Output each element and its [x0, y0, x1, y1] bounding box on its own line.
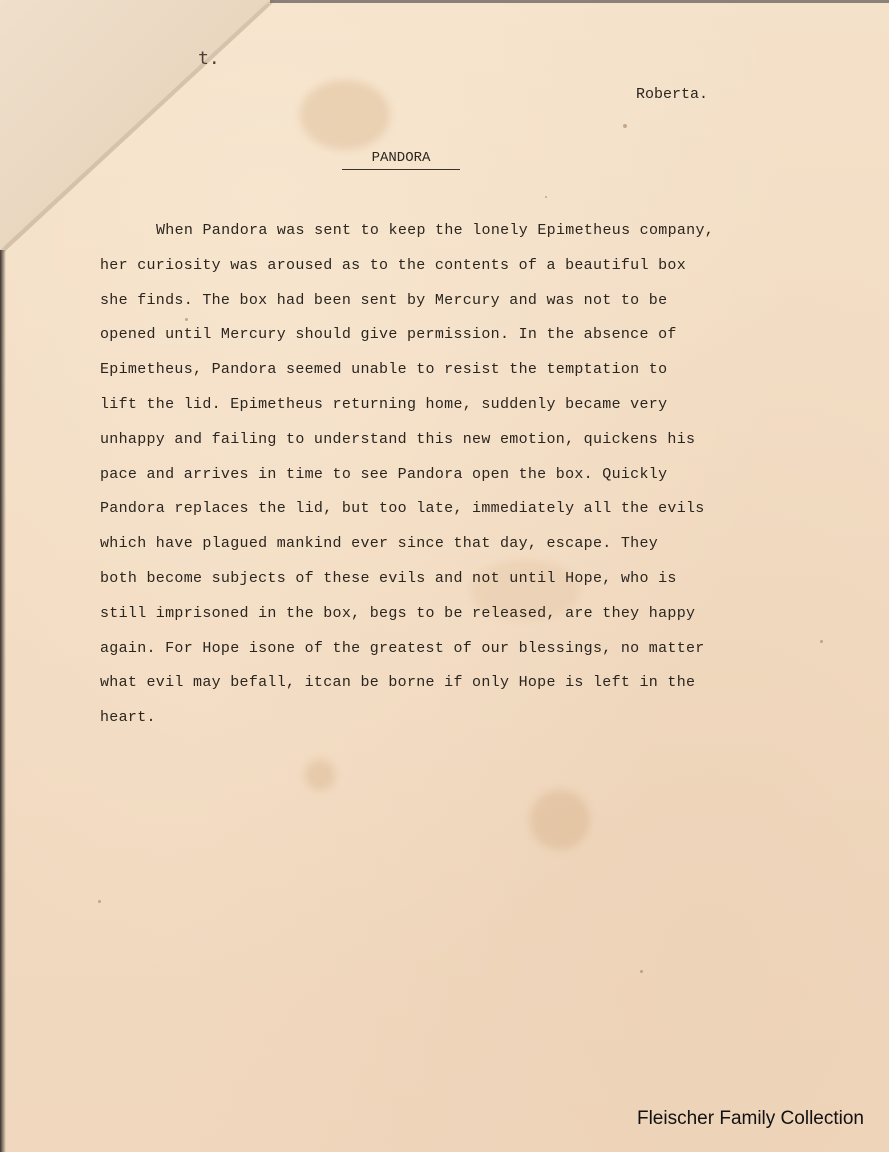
text-line: When Pandora was sent to keep the lonely Epimetheus company,: [156, 222, 715, 239]
text-line: what evil may befall, itcan be borne if only Hope is left in the: [100, 674, 696, 692]
left-edge-shadow: [0, 250, 6, 1152]
text-line: still imprisoned in the box, begs to be released, are they happy: [100, 604, 696, 622]
text-line: which have plagued mankind ever since that day, escape. They: [100, 535, 659, 553]
paper-stain: [300, 80, 390, 150]
text-line: she finds. The box had been sent by Mercury and was not to be: [100, 291, 668, 309]
folded-corner: [0, 0, 270, 250]
text-line: unhappy and failing to understand this new emotion, quickens his: [100, 430, 696, 448]
paper-speck: [820, 640, 823, 643]
text-line: Pandora replaces the lid, but too late, immediately all the evils: [100, 500, 705, 518]
text-line: lift the lid. Epimetheus returning home, suddenly became very: [100, 395, 668, 413]
document-title: PANDORA: [342, 150, 460, 170]
text-line: pace and arrives in time to see Pandora open the box. Quickly: [100, 465, 668, 483]
corner-mark: t.: [198, 48, 220, 69]
text-line: heart.: [100, 709, 156, 727]
text-line: again. For Hope isone of the greatest of our blessings, no matter: [100, 639, 705, 657]
text-line: Epimetheus, Pandora seemed unable to resist the temptation to: [100, 361, 668, 379]
paper-stain: [530, 790, 590, 850]
paper-speck: [545, 196, 547, 198]
text-line: her curiosity was aroused as to the contents of a beautiful box: [100, 256, 686, 274]
text-line: opened until Mercury should give permission. In the absence of: [100, 326, 677, 344]
paper-stain: [305, 760, 335, 790]
collection-watermark: Fleischer Family Collection: [636, 1108, 864, 1129]
text-line: both become subjects of these evils and not until Hope, who is: [100, 569, 677, 587]
paper-speck: [623, 124, 627, 128]
paper-speck: [640, 970, 643, 973]
top-edge-strip: [270, 0, 889, 3]
author-name: Roberta.: [636, 86, 709, 103]
body-paragraph: [100, 214, 790, 736]
paper-speck: [98, 900, 101, 903]
